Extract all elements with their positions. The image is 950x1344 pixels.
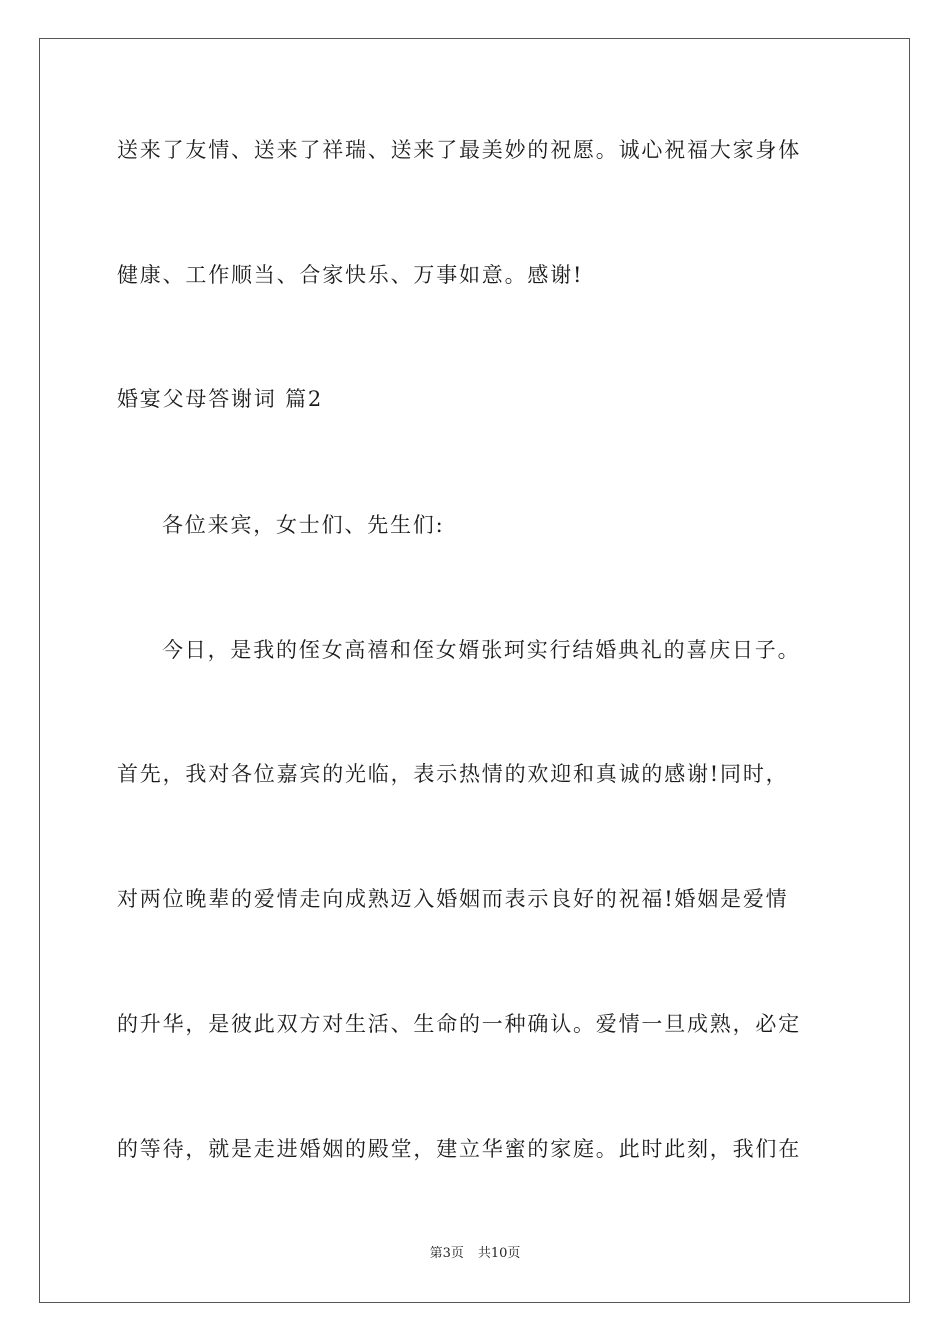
body-line-2: 健康、工作顺当、合家快乐、万事如意。感谢! — [117, 263, 584, 287]
salutation-line: 各位来宾，女士们、先生们: — [162, 513, 445, 537]
page-footer — [0, 1245, 950, 1263]
page-number: 第3页 — [429, 1246, 464, 1261]
body-line-4: 首先，我对各位嘉宾的光临，表示热情的欢迎和真诚的感谢!同时， — [117, 762, 789, 786]
page-border — [39, 38, 910, 1303]
body-line-1: 送来了友情、送来了祥瑞、送来了最美妙的祝愿。诚心祝福大家身体 — [117, 138, 801, 162]
body-line-6: 的升华，是彼此双方对生活、生命的一种确认。爱情一旦成熟，必定 — [117, 1012, 801, 1036]
page-total: 共10页 — [477, 1246, 521, 1261]
section-heading: 婚宴父母答谢词 篇2 — [117, 387, 324, 411]
body-line-3: 今日，是我的侄女高禧和侄女婿张珂实行结婚典礼的喜庆日子。 — [162, 638, 801, 662]
body-line-5: 对两位晚辈的爱情走向成熟迈入婚姻而表示良好的祝福!婚姻是爱情 — [117, 887, 789, 911]
body-line-7: 的等待，就是走进婚姻的殿堂，建立华蜜的家庭。此时此刻，我们在 — [117, 1137, 801, 1161]
